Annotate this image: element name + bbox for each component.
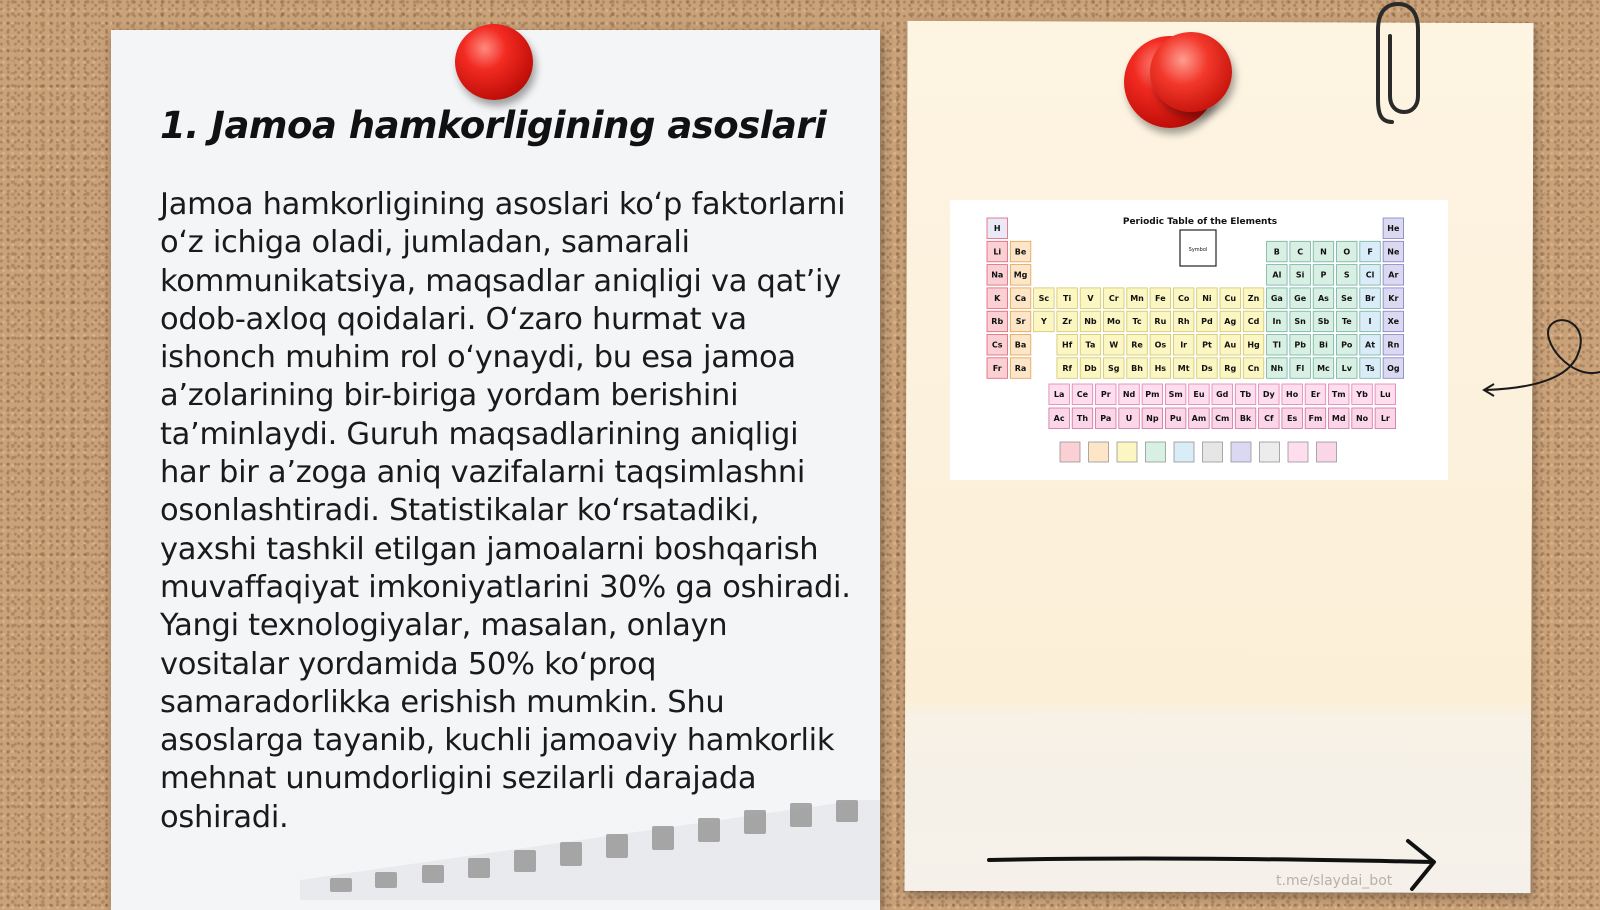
element-p-symbol: P — [1320, 270, 1327, 280]
element-sn-symbol: Sn — [1294, 317, 1306, 327]
squiggle-arrow-doodle — [1480, 310, 1600, 410]
element-cf-symbol: Cf — [1264, 414, 1274, 423]
slide-title: 1. Jamoa hamkorligining asoslari — [160, 104, 827, 147]
slide-body-text: Jamoa hamkorligining asoslari koʻp faktorlarni oʻz ichiga oladi, jumladan, samarali kommunikatsiya, maqsadlar aniqligi va qatʼiy odob-axloq qoidalari. Oʻzaro hurmat va ishonch muhim rol oʻynaydi, bu esa jamoa aʼzolarining bir-biriga yordam berishini taʼminlaydi. Guruh maqsadlarining aniqligi har bir aʼzoga aniq vazifalarni taqsimlashni osonlashtiradi. Statistikalar koʻrsatadiki, yaxshi tashkil etilgan jamoalarni boshqarish muvaffaqiyat imkoniyatlarini 30% ga oshiradi. Yangi texnologiyalar, masalan, onlayn vositalar yordamida 50% koʻproq samaradorlikka erishish mumkin. Shu asoslarga tayanib, kuchli jamoaviy hamkorlik mehnat unumdorligini sezilarli darajada oshiradi. — [160, 187, 851, 835]
element-ge-symbol: Ge — [1294, 293, 1307, 303]
element-be-symbol: Be — [1014, 247, 1027, 257]
element-ca-symbol: Ca — [1014, 293, 1027, 303]
element-hs-symbol: Hs — [1154, 363, 1167, 373]
category-legend — [1060, 442, 1337, 462]
element-u-symbol: U — [1125, 414, 1133, 423]
element-mo-symbol: Mo — [1107, 317, 1121, 327]
element-cr-symbol: Cr — [1108, 293, 1119, 303]
element-rg-symbol: Rg — [1224, 363, 1237, 373]
paperclip-icon — [1372, 0, 1426, 126]
legend-swatch — [1089, 442, 1109, 462]
element-rh-symbol: Rh — [1177, 317, 1190, 327]
element-pm-symbol: Pm — [1145, 390, 1160, 399]
element-w-symbol: W — [1109, 340, 1119, 350]
legend-swatch — [1203, 442, 1223, 462]
element-s-symbol: S — [1343, 270, 1350, 280]
element-ru-symbol: Ru — [1154, 317, 1167, 327]
element-sc-symbol: Sc — [1038, 293, 1050, 303]
element-lu-symbol: Lu — [1379, 390, 1391, 399]
element-pt-symbol: Pt — [1202, 340, 1212, 350]
element-hg-symbol: Hg — [1247, 340, 1260, 350]
element-th-symbol: Th — [1076, 414, 1089, 423]
legend-swatch — [1117, 442, 1137, 462]
element-og-symbol: Og — [1387, 363, 1400, 373]
element-ni-symbol: Ni — [1202, 293, 1212, 303]
element-co-symbol: Co — [1177, 293, 1190, 303]
element-kr-symbol: Kr — [1388, 293, 1399, 303]
element-c-symbol: C — [1297, 247, 1304, 257]
element-la-symbol: La — [1053, 390, 1065, 399]
periodic-table-image — [950, 200, 1448, 480]
element-mc-symbol: Mc — [1317, 363, 1330, 373]
element-sb-symbol: Sb — [1317, 317, 1330, 327]
element-ts-symbol: Ts — [1365, 363, 1375, 373]
legend-swatch — [1288, 442, 1308, 462]
element-re-symbol: Re — [1131, 340, 1143, 350]
push-pin-icon — [455, 24, 533, 100]
element-bh-symbol: Bh — [1131, 363, 1143, 373]
element-ra-symbol: Ra — [1014, 363, 1027, 373]
element-xe-symbol: Xe — [1387, 317, 1400, 327]
element-tl-symbol: Tl — [1272, 340, 1281, 350]
element-key-label: Symbol — [1188, 247, 1208, 253]
element-lr-symbol: Lr — [1380, 414, 1390, 423]
element-sr-symbol: Sr — [1015, 317, 1026, 327]
element-cd-symbol: Cd — [1247, 317, 1260, 327]
element-cs-symbol: Cs — [991, 340, 1003, 350]
element-cu-symbol: Cu — [1224, 293, 1237, 303]
element-os-symbol: Os — [1154, 340, 1167, 350]
element-ds-symbol: Ds — [1201, 363, 1213, 373]
element-np-symbol: Np — [1146, 414, 1159, 423]
element-md-symbol: Md — [1331, 414, 1346, 423]
element-te-symbol: Te — [1341, 317, 1352, 327]
element-na-symbol: Na — [991, 270, 1004, 280]
element-cm-symbol: Cm — [1215, 414, 1230, 423]
element-pa-symbol: Pa — [1100, 414, 1112, 423]
element-mn-symbol: Mn — [1130, 293, 1144, 303]
element-rb-symbol: Rb — [991, 317, 1004, 327]
element-es-symbol: Es — [1287, 414, 1298, 423]
element-pd-symbol: Pd — [1201, 317, 1213, 327]
element-ga-symbol: Ga — [1270, 293, 1283, 303]
element-br-symbol: Br — [1365, 293, 1376, 303]
element-at-symbol: At — [1365, 340, 1376, 350]
element-fm-symbol: Fm — [1308, 414, 1323, 423]
element-po-symbol: Po — [1341, 340, 1353, 350]
element-gd-symbol: Gd — [1216, 390, 1229, 399]
element-fl-symbol: Fl — [1296, 363, 1305, 373]
element-tm-symbol: Tm — [1331, 390, 1346, 399]
element-li-symbol: Li — [993, 247, 1002, 257]
element-db-symbol: Db — [1084, 363, 1097, 373]
element-ti-symbol: Ti — [1063, 293, 1072, 303]
element-rf-symbol: Rf — [1062, 363, 1072, 373]
element-rn-symbol: Rn — [1387, 340, 1400, 350]
element-bi-symbol: Bi — [1319, 340, 1328, 350]
element-zr-symbol: Zr — [1062, 317, 1073, 327]
element-hf-symbol: Hf — [1062, 340, 1073, 350]
element-cl-symbol: Cl — [1365, 270, 1375, 280]
element-he-symbol: He — [1387, 224, 1400, 233]
element-yb-symbol: Yb — [1356, 390, 1368, 399]
element-tc-symbol: Tc — [1132, 317, 1142, 327]
legend-swatch — [1174, 442, 1194, 462]
legend-swatch — [1317, 442, 1337, 462]
element-in-symbol: In — [1272, 317, 1282, 327]
element-ce-symbol: Ce — [1076, 390, 1089, 399]
element-i-symbol: I — [1368, 317, 1372, 327]
element-y-symbol: Y — [1040, 317, 1047, 327]
element-dy-symbol: Dy — [1262, 390, 1275, 399]
element-b-symbol: B — [1273, 247, 1280, 257]
periodic-table-graphic — [950, 200, 1448, 480]
element-pb-symbol: Pb — [1294, 340, 1306, 350]
element-pu-symbol: Pu — [1169, 414, 1182, 423]
element-sg-symbol: Sg — [1108, 363, 1120, 373]
element-er-symbol: Er — [1310, 390, 1321, 399]
element-al-symbol: Al — [1272, 270, 1282, 280]
element-ac-symbol: Ac — [1053, 414, 1065, 423]
element-nh-symbol: Nh — [1270, 363, 1284, 373]
element-tb-symbol: Tb — [1239, 390, 1252, 399]
element-nd-symbol: Nd — [1122, 390, 1136, 399]
element-f-symbol: F — [1367, 247, 1373, 257]
element-sm-symbol: Sm — [1168, 390, 1183, 399]
element-ir-symbol: Ir — [1180, 340, 1188, 350]
element-ba-symbol: Ba — [1014, 340, 1027, 350]
element-cn-symbol: Cn — [1247, 363, 1260, 373]
legend-swatch — [1260, 442, 1280, 462]
legend-swatch — [1060, 442, 1080, 462]
element-no-symbol: No — [1355, 414, 1369, 423]
element-eu-symbol: Eu — [1193, 390, 1205, 399]
element-si-symbol: Si — [1295, 270, 1305, 280]
element-zn-symbol: Zn — [1247, 293, 1260, 303]
push-pin-icon — [1150, 32, 1232, 112]
element-as-symbol: As — [1317, 293, 1329, 303]
periodic-table-title: Periodic Table of the Elements — [1122, 217, 1278, 227]
element-ta-symbol: Ta — [1085, 340, 1096, 350]
element-lv-symbol: Lv — [1341, 363, 1352, 373]
element-fe-symbol: Fe — [1155, 293, 1166, 303]
element-au-symbol: Au — [1224, 340, 1237, 350]
element-mt-symbol: Mt — [1177, 363, 1190, 373]
element-n-symbol: N — [1320, 247, 1327, 257]
legend-swatch — [1146, 442, 1166, 462]
element-ne-symbol: Ne — [1387, 247, 1400, 257]
element-o-symbol: O — [1343, 247, 1351, 257]
element-ag-symbol: Ag — [1224, 317, 1237, 327]
element-fr-symbol: Fr — [992, 363, 1002, 373]
element-ho-symbol: Ho — [1286, 390, 1299, 399]
element-ar-symbol: Ar — [1388, 270, 1399, 280]
element-bk-symbol: Bk — [1239, 414, 1252, 423]
element-v-symbol: V — [1087, 293, 1094, 303]
element-mg-symbol: Mg — [1013, 270, 1028, 280]
legend-swatch — [1231, 442, 1251, 462]
watermark: t.me/slaydai_bot — [1276, 873, 1393, 889]
element-se-symbol: Se — [1341, 293, 1353, 303]
element-nb-symbol: Nb — [1084, 317, 1097, 327]
element-k-symbol: K — [994, 293, 1001, 303]
element-h-symbol: H — [993, 224, 1001, 233]
element-pr-symbol: Pr — [1100, 390, 1111, 399]
element-am-symbol: Am — [1191, 414, 1207, 423]
